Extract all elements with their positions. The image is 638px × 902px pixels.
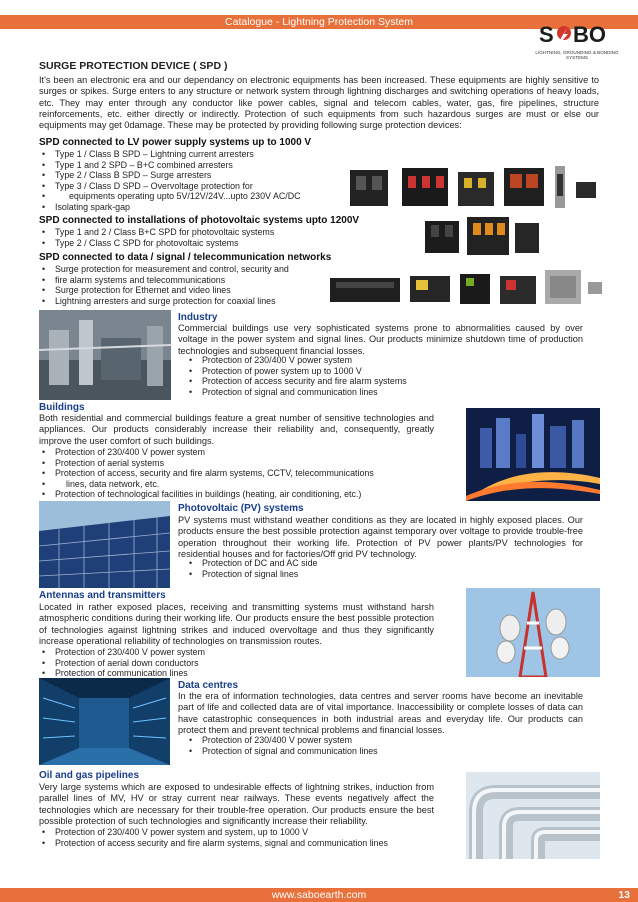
list-item: • fire alarm systems and telecommunications: [39, 275, 359, 286]
list-item: • Lightning arresters and surge protection for coaxial lines: [39, 296, 359, 307]
datacentres-paragraph: In the era of information technologies, data centres and server rooms have become an inevitable part of life and collected data are of vital importance. Inaccessibility or complete losses of data can have catastrophic consequences in both industrial areas and everyday life. Our products can protect them and prevent technical problems and financial losses.: [178, 691, 583, 735]
list-item: • Protection of signal lines: [186, 569, 486, 580]
buildings-list: [39, 447, 459, 500]
list-item: • Protection of access security and fire alarm systems, signal and communication lines: [39, 838, 459, 849]
pv-paragraph: PV systems must withstand weather conditions as they are located in highly exposed places. Our products ensure the best possible protection against temporary over voltage to provide trouble-free operation throughout their working life. Protection of PV power plants/PV technologies for residential houses and for factories/Off grid PV technology.: [178, 515, 583, 559]
list-item: • Protection of 230/400 V power system and system, up to 1000 V: [39, 827, 459, 838]
datacentres-list: [186, 735, 586, 756]
list-item-continued: • equipments operating upto 5V/12V/24V...upto 230V AC/DC: [39, 191, 359, 202]
list-item: • Protection of signal and communication lines: [186, 746, 586, 757]
oilgas-heading: Oil and gas pipelines: [39, 770, 140, 781]
industry-heading: Industry: [178, 312, 218, 323]
footer-website-link[interactable]: www.saboearth.com: [271, 889, 367, 901]
intro-paragraph: It's been an electronic era and our dependancy on electronic equipments has been increased. These equipments are highly sensitive to surges or spikes. Surge enters to any structure or network system through lightning discharges and switching operations of heavy loads, etc. They may enter through any conductor like power cables, signal and telecom cables, water, gas, fire pipelines, structure reinforcements, etc. either directly or indirectly. Protection of such equipments from such hazardous surges are must or else our equipments may get 0damage. These may be protected by providing following surge protection devices:: [39, 75, 599, 131]
list-item: • Type 1 and 2 / Class B+C SPD for photovoltaic systems: [39, 227, 359, 238]
sabo-logo: [533, 20, 621, 62]
page-heading: SURGE PROTECTION DEVICE ( SPD ): [39, 60, 228, 72]
list-item: • Protection of aerial down conductors: [39, 658, 339, 669]
stray-colon: :: [39, 757, 42, 766]
datacentres-heading: Data centres: [178, 680, 239, 691]
list-item: • Protection of access security and fire alarm systems: [186, 376, 586, 387]
pv-list: [186, 558, 486, 579]
industry-image: [39, 310, 171, 400]
city-night-image: [466, 408, 600, 501]
oilgas-list: [39, 827, 459, 848]
list-item: • Protection of aerial systems: [39, 458, 459, 469]
list-item: • Protection of 230/400 V power system: [39, 447, 459, 458]
pv-spd-heading: SPD connected to installations of photovoltaic systems upto 1200V: [39, 215, 360, 226]
pv-heading: Photovoltaic (PV) systems: [178, 503, 304, 514]
antennas-heading: Antennas and transmitters: [39, 590, 166, 601]
list-item-continued: • lines, data network, etc.: [39, 479, 459, 490]
lv-list: [39, 149, 359, 213]
data-centre-image: [39, 678, 170, 765]
list-item: • Type 3 / Class D SPD – Overvoltage protection for: [39, 181, 359, 192]
pv-spd-products-image: [425, 215, 540, 257]
data-spd-heading: SPD connected to data / signal / telecommunication networks: [39, 252, 332, 263]
oilgas-paragraph: Very large systems which are exposed to undesirable effects of lightning strikes, induction from parallel lines of MV, HV or stray current near railways. These events negatively affect the technologies which are necessary for their trouble-free operation. Our products ensure the best possible protection of such technologies and significantly increase their reliability.: [39, 782, 434, 826]
antennas-list: [39, 647, 339, 679]
lv-spd-products-image: [350, 162, 600, 212]
buildings-paragraph: Both residential and commercial buildings feature a great number of sensitive technologies and appliances. Our products considerably increase their reliability and, consequently, greatly improve the user comfort of such buildings.: [39, 413, 434, 446]
list-item: • Protection of communication lines: [39, 668, 339, 679]
list-item: • Protection of 230/400 V power system: [39, 647, 339, 658]
svg-text:S: S: [539, 22, 554, 47]
pv-spd-list: [39, 227, 359, 248]
list-item: • Type 1 and 2 SPD – B+C combined arresters: [39, 160, 359, 171]
list-item: • Protection of power system up to 1000 V: [186, 366, 586, 377]
data-spd-products-image: [330, 268, 605, 308]
solar-panels-image: [39, 501, 170, 588]
list-item: • Protection of 230/400 V power system: [186, 735, 586, 746]
list-item: • Surge protection for Ethernet and video lines: [39, 285, 359, 296]
list-item: • Type 1 / Class B SPD – Lightning current arresters: [39, 149, 359, 160]
list-item: • Surge protection for measurement and control, security and: [39, 264, 359, 275]
data-spd-list: [39, 264, 359, 306]
list-item: • Protection of 230/400 V power system: [186, 355, 586, 366]
list-item: • Isolating spark-gap: [39, 202, 359, 213]
list-item: • Protection of DC and AC side: [186, 558, 486, 569]
industry-list: [186, 355, 586, 397]
list-item: • Type 2 / Class C SPD for photovoltaic systems: [39, 238, 359, 249]
lv-heading: SPD connected to LV power supply systems up to 1000 V: [39, 137, 312, 148]
transmission-tower-image: [466, 588, 600, 677]
logo-tagline: LIGHTNING, GROUNDING & BONDING SYSTEMS: [535, 50, 619, 61]
industry-paragraph: Commercial buildings use very sophisticated systems prone to abnormalities caused by over voltage in the power system and signal lines. Our products minimize shutdown time of production technologies and subsequent financial losses.: [178, 323, 583, 356]
list-item: • Protection of access, security and fire alarm systems, CCTV, telecommunications: [39, 468, 459, 479]
footer-bar: [0, 888, 638, 902]
pipelines-image: [466, 772, 600, 859]
catalogue-title: Catalogue - Lightning Protection System: [214, 15, 424, 29]
page-number: 13: [618, 889, 630, 901]
antennas-paragraph: Located in rather exposed places, receiving and transmitting systems must withstand harsh atmospheric conditions during their working life. Our products ensure the best possible protection of technologies against lightning strikes and induced overvoltage and thus they significantly increase operational reliability of technologies on transmission routes.: [39, 602, 434, 646]
svg-text:BO: BO: [573, 22, 606, 47]
logo-mark-icon: [533, 20, 621, 50]
buildings-heading: Buildings: [39, 402, 85, 413]
list-item: • Protection of signal and communication lines: [186, 387, 586, 398]
list-item: • Type 2 / Class B SPD – Surge arresters: [39, 170, 359, 181]
list-item: • Protection of technological facilities in buildings (heating, air conditioning, etc.): [39, 489, 459, 500]
